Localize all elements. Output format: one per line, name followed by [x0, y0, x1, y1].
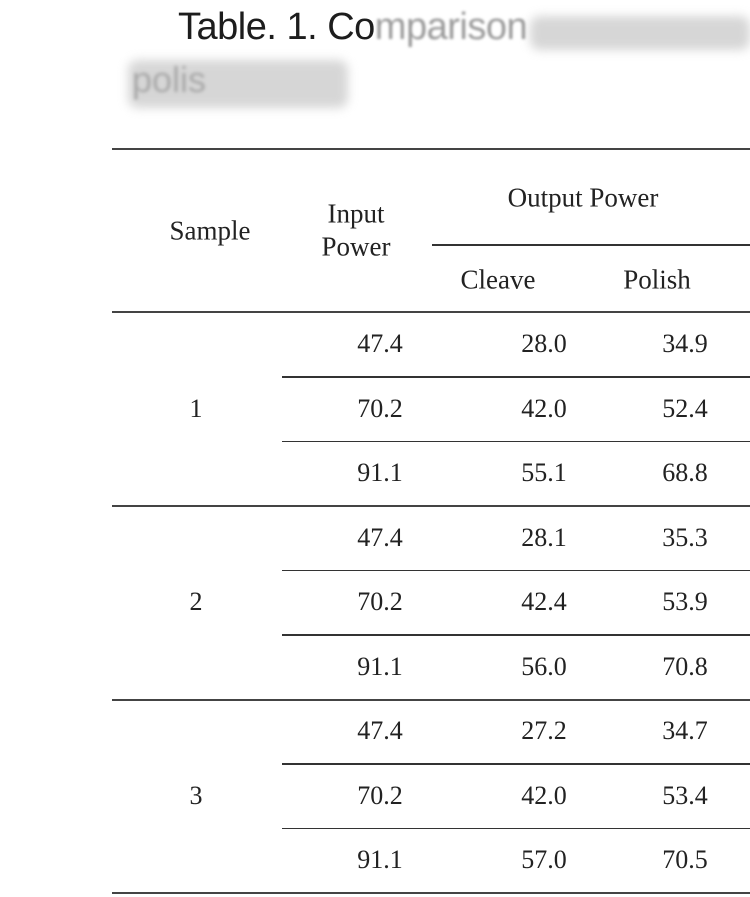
- polish-cell: 35.3: [662, 522, 708, 552]
- group-bottom-rule: [112, 505, 750, 507]
- row-rule: [282, 376, 750, 378]
- input-cell: 47.4: [357, 522, 403, 552]
- group-bottom-rule: [112, 699, 750, 701]
- input-cell: 91.1: [357, 458, 403, 487]
- header-cleave: Cleave: [460, 264, 536, 295]
- cleave-cell: 42.0: [521, 780, 567, 810]
- caption-prefix: Table. 1. Co: [178, 6, 375, 48]
- input-cell: 70.2: [357, 393, 403, 423]
- polish-cell: 52.4: [662, 393, 708, 423]
- caption-smudge: [530, 16, 750, 50]
- input-cell: 47.4: [357, 329, 403, 358]
- table-top-rule: [112, 148, 750, 150]
- header-polish: Polish: [623, 264, 691, 295]
- header-bottom-rule: [112, 311, 750, 313]
- header-input-power-line1: Input: [327, 198, 385, 229]
- sample-cell: 3: [189, 780, 203, 810]
- polish-cell: 53.4: [662, 780, 708, 810]
- sample-cell: 1: [189, 393, 203, 423]
- polish-cell: 70.8: [662, 651, 708, 681]
- cleave-cell: 56.0: [521, 651, 567, 681]
- header-sample: Sample: [169, 215, 251, 246]
- input-cell: 91.1: [357, 651, 403, 681]
- input-cell: 47.4: [357, 716, 403, 745]
- table-caption: [178, 8, 527, 46]
- caption-obscured-text: mparison: [374, 6, 528, 48]
- cleave-cell: 42.4: [521, 587, 567, 616]
- sample-cell: 2: [189, 587, 203, 616]
- cleave-cell: 27.2: [521, 716, 567, 745]
- header-output-power: Output Power: [507, 182, 659, 213]
- cleave-cell: 57.0: [521, 845, 567, 874]
- row-rule: [282, 441, 750, 443]
- polish-cell: 34.7: [662, 716, 708, 745]
- cleave-cell: 42.0: [521, 393, 567, 423]
- polish-cell: 68.8: [662, 458, 708, 487]
- header-input-power-line2: Power: [321, 231, 391, 262]
- caption-line2-smudge: [128, 60, 348, 108]
- group-bottom-rule: [112, 892, 750, 894]
- row-rule: [282, 570, 750, 572]
- input-cell: 70.2: [357, 780, 403, 810]
- polish-cell: 53.9: [662, 587, 708, 616]
- cleave-cell: 28.1: [521, 522, 567, 552]
- input-cell: 91.1: [357, 845, 403, 874]
- cleave-cell: 28.0: [521, 329, 567, 358]
- row-rule: [282, 763, 750, 765]
- polish-cell: 34.9: [662, 329, 708, 358]
- input-cell: 70.2: [357, 587, 403, 616]
- row-rule: [282, 828, 750, 830]
- output-power-subrule: [432, 244, 750, 246]
- cleave-cell: 55.1: [521, 458, 567, 487]
- polish-cell: 70.5: [662, 845, 708, 874]
- row-rule: [282, 634, 750, 636]
